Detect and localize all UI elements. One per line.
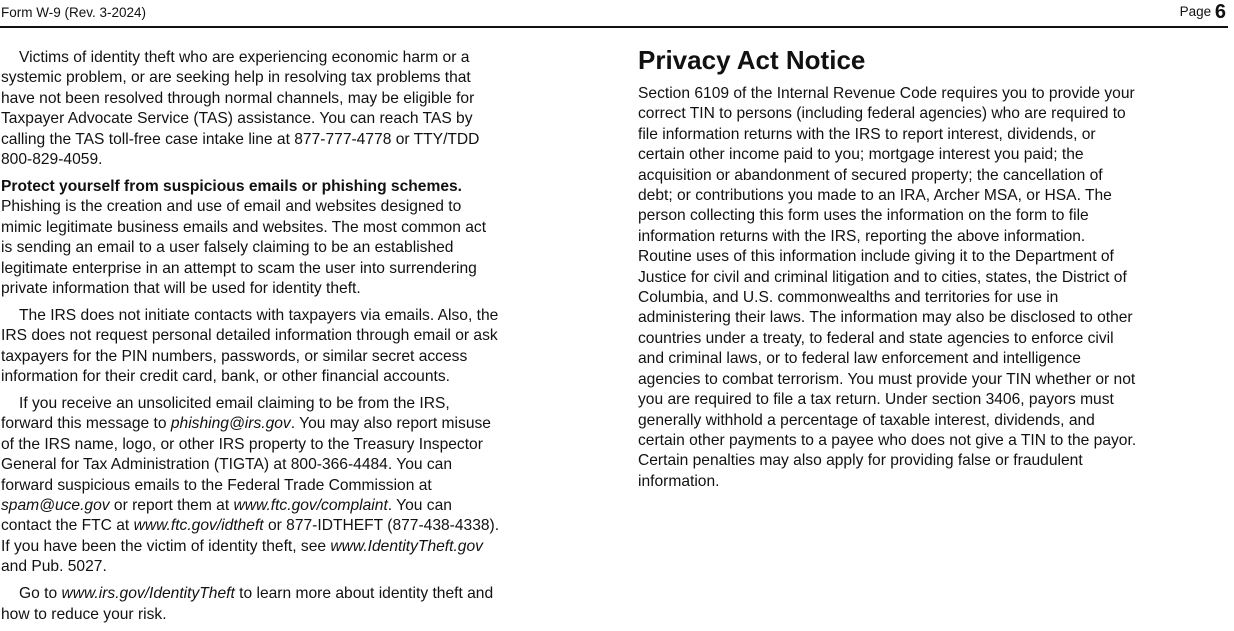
text-line: acquisition or abandonment of secured property; the cancellation of [638,166,1103,184]
text-line: Taxpayer Advocate Service (TAS) assistance. You can reach TAS by [1,110,473,128]
text-line: is sending an email to a user falsely claiming to be an established [1,239,454,257]
text-fragment: or report them at [109,497,234,515]
text-line: debt; or contributions you made to an IRA, Archer MSA, or HSA. The [638,187,1112,205]
text-line: Justice for civil and criminal litigation and to cities, states, the District of [638,268,1127,286]
text-line: administering their laws. The information may also be disclosed to other [638,309,1133,327]
text-line: legitimate enterprise in an attempt to scam the user into surrendering [1,259,477,277]
text-line: taxpayers for the PIN numbers, passwords, or similar secret access [1,347,468,365]
text-line [1,537,601,557]
text-line: of the IRS name, logo, or other IRS property to the Treasury Inspector [1,435,483,453]
text-line: you are required to file a tax return. Under section 3406, payors must [638,391,1114,409]
text-line: have not been resolved through normal channels, may be eligible for [1,89,475,107]
text-line: Victims of identity theft who are experiencing economic harm or a [19,49,470,66]
right-column [638,44,1234,499]
privacy-act-heading: Privacy Act Notice [638,45,866,75]
ftc-complaint-link[interactable]: www.ftc.gov/complaint [233,497,388,515]
text-line: The IRS does not initiate contacts with taxpayers via emails. Also, the [19,306,499,324]
phishing-heading: Protect yourself from suspicious emails or phishing schemes. [1,177,463,195]
text-line: Routine uses of this information include giving it to the Department of [638,248,1114,266]
text-line: systemic problem, or are seeking help in resolving tax problems that [1,69,471,87]
page-indicator [1180,1,1226,24]
report-phishing-paragraph [1,394,601,578]
text-line: private information that will be used for identity theft. [1,279,361,297]
text-fragment: forward this message to [1,415,171,433]
text-line: generally withhold a percentage of taxable interest, dividends, and [638,411,1095,429]
text-fragment: If you have been the victim of identity theft, see [1,537,331,555]
text-line: Phishing is the creation and use of email and websites designed to [1,198,462,216]
identitytheft-gov-link[interactable]: www.IdentityTheft.gov [330,537,483,555]
left-column [1,48,601,631]
text-line: Certain penalties may also apply for providing false or fraudulent [638,452,1083,470]
text-line: person collecting this form uses the information on the form to file [638,207,1089,225]
text-line: 800-829-4059. [1,151,103,169]
text-line: correct TIN to persons (including federal agencies) who are required to [638,105,1126,123]
learn-more-paragraph [1,584,601,625]
text-line: mimic legitimate business emails and websites. The most common act [1,218,487,236]
page-prefix: Page [1179,4,1212,19]
text-fragment: or 877-IDTHEFT (877-438-4338). [263,517,500,535]
text-line: certain other payments to a payee who does not give a TIN to the payor. [638,431,1137,449]
text-line: file information returns with the IRS to report interest, dividends, or [638,125,1096,143]
text-line: Section 6109 of the Internal Revenue Code requires you to provide your [638,85,1135,102]
phishing-email-link[interactable]: phishing@irs.gov [170,415,291,433]
phishing-paragraph [1,177,601,299]
text-line: agencies to combat terrorism. You must provide your TIN whether or not [638,370,1136,388]
text-line [1,516,601,536]
spam-email-link[interactable]: spam@uce.gov [1,497,110,515]
text-line: and criminal laws, or to federal law enforcement and intelligence [638,350,1081,368]
text-fragment: . You can [387,497,452,515]
text-fragment: Go to [19,585,62,603]
text-line: information for their credit card, bank, or other financial accounts. [1,368,450,386]
form-label: Form W-9 (Rev. 3-2024) [1,5,147,20]
text-line: forward suspicious emails to the Federal Trade Commission at [1,476,432,494]
text-line [1,414,601,434]
page-number: 6 [1214,1,1226,23]
text-line [1,584,601,604]
text-line [1,496,601,516]
text-line: General for Tax Administration (TIGTA) at 800-366-4484. You can [1,456,453,474]
text-line: IRS does not request personal detailed information through email or ask [1,327,498,345]
text-line: certain other income paid to you; mortgage interest you paid; the [638,146,1084,164]
text-fragment: . You may also report misuse [290,415,491,433]
text-fragment: to learn more about identity theft and [234,585,494,603]
irs-contact-paragraph [1,306,601,388]
text-line: Columbia, and U.S. commonwealths and territories for use in [638,289,1059,307]
privacy-act-paragraph [638,84,1234,492]
page-header [0,0,1234,26]
text-line: and Pub. 5027. [1,558,107,576]
irs-identitytheft-link[interactable]: www.irs.gov/IdentityTheft [61,585,235,603]
header-rule [0,26,1228,28]
text-line: information returns with the IRS, reporting the above information. [638,227,1086,245]
tas-paragraph [1,48,601,170]
ftc-idtheft-link[interactable]: www.ftc.gov/idtheft [133,517,264,535]
text-fragment: contact the FTC at [1,517,134,535]
text-line: how to reduce your risk. [1,605,167,623]
text-line: If you receive an unsolicited email claiming to be from the IRS, [19,395,450,412]
text-line: countries under a treaty, to federal and state agencies to enforce civil [638,329,1114,347]
text-line: calling the TAS toll-free case intake line at 877-777-4778 or TTY/TDD [1,130,480,148]
text-line: information. [638,472,720,490]
